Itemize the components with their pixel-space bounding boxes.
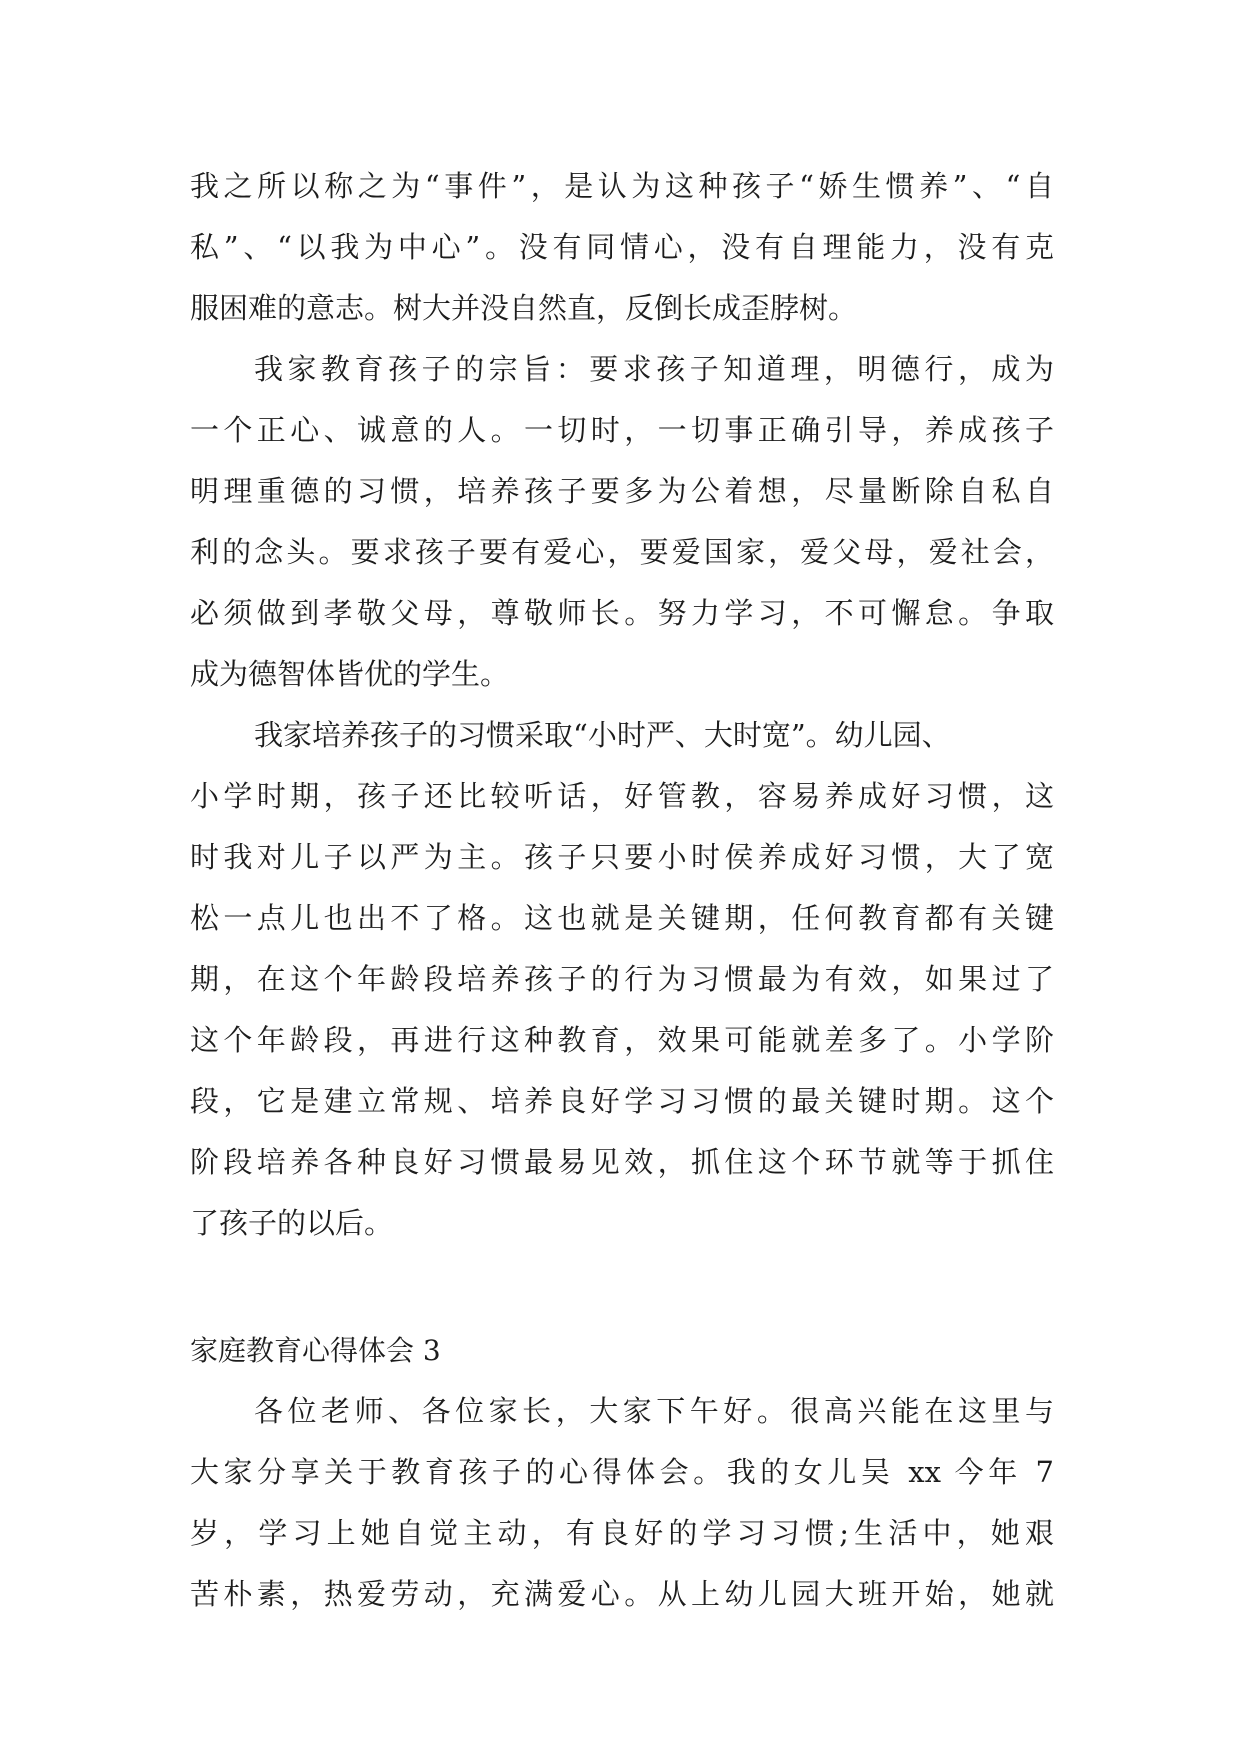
text-line: 利的念头。要求孩子要有爱心，要爱国家，爱父母，爱社会， <box>190 535 1054 569</box>
section-paragraph <box>190 1381 1054 1625</box>
text-line: 明理重德的习惯，培养孩子要多为公着想，尽量断除自私自 <box>190 474 1054 508</box>
text-line: 了孩子的以后。 <box>190 1206 394 1240</box>
text-line: 服困难的意志。树大并没自然直，反倒长成歪脖树。 <box>190 291 858 325</box>
paragraph-1 <box>190 156 1054 339</box>
section-heading: 家庭教育心得体会 3 <box>190 1334 441 1367</box>
document-body <box>190 156 1054 1625</box>
text-line: 期，在这个年龄段培养孩子的行为习惯最为有效，如果过了 <box>190 962 1054 996</box>
text-line: 时我对儿子以严为主。孩子只要小时侯养成好习惯，大了宽 <box>190 840 1054 874</box>
text-line: 我家教育孩子的宗旨：要求孩子知道理，明德行，成为 <box>254 352 1054 386</box>
text-line: 一个正心、诚意的人。一切时，一切事正确引导，养成孩子 <box>190 413 1054 447</box>
text-line: 小学时期，孩子还比较听话，好管教，容易养成好习惯，这 <box>190 779 1054 813</box>
paragraph-2 <box>190 339 1054 705</box>
section-spacer <box>190 1254 1054 1320</box>
text-line: 苦朴素，热爱劳动，充满爱心。从上幼儿园大班开始，她就 <box>190 1577 1054 1611</box>
text-line: 必须做到孝敬父母，尊敬师长。努力学习，不可懈怠。争取 <box>190 596 1054 630</box>
text-line: 我家培养孩子的习惯采取“小时严、大时宽”。幼儿园、 <box>254 718 951 752</box>
text-line: 阶段培养各种良好习惯最易见效，抓住这个环节就等于抓住 <box>190 1145 1054 1179</box>
text-line: 各位老师、各位家长，大家下午好。很高兴能在这里与 <box>254 1394 1054 1428</box>
text-line: 我之所以称之为“事件”，是认为这种孩子“娇生惯养”、“自 <box>190 169 1054 203</box>
text-line: 成为德智体皆优的学生。 <box>190 657 510 691</box>
text-line: 岁，学习上她自觉主动，有良好的学习习惯;生活中，她艰 <box>190 1516 1054 1550</box>
paragraph-3 <box>190 705 1054 1254</box>
text-line: 段，它是建立常规、培养良好学习习惯的最关键时期。这个 <box>190 1084 1054 1118</box>
text-line: 这个年龄段，再进行这种教育，效果可能就差多了。小学阶 <box>190 1023 1054 1057</box>
text-line: 私”、“以我为中心”。没有同情心，没有自理能力，没有克 <box>190 230 1054 264</box>
text-line: 大家分享关于教育孩子的心得体会。我的女儿吴 xx 今年 7 <box>190 1455 1054 1489</box>
text-line: 松一点儿也出不了格。这也就是关键期，任何教育都有关键 <box>190 901 1054 935</box>
